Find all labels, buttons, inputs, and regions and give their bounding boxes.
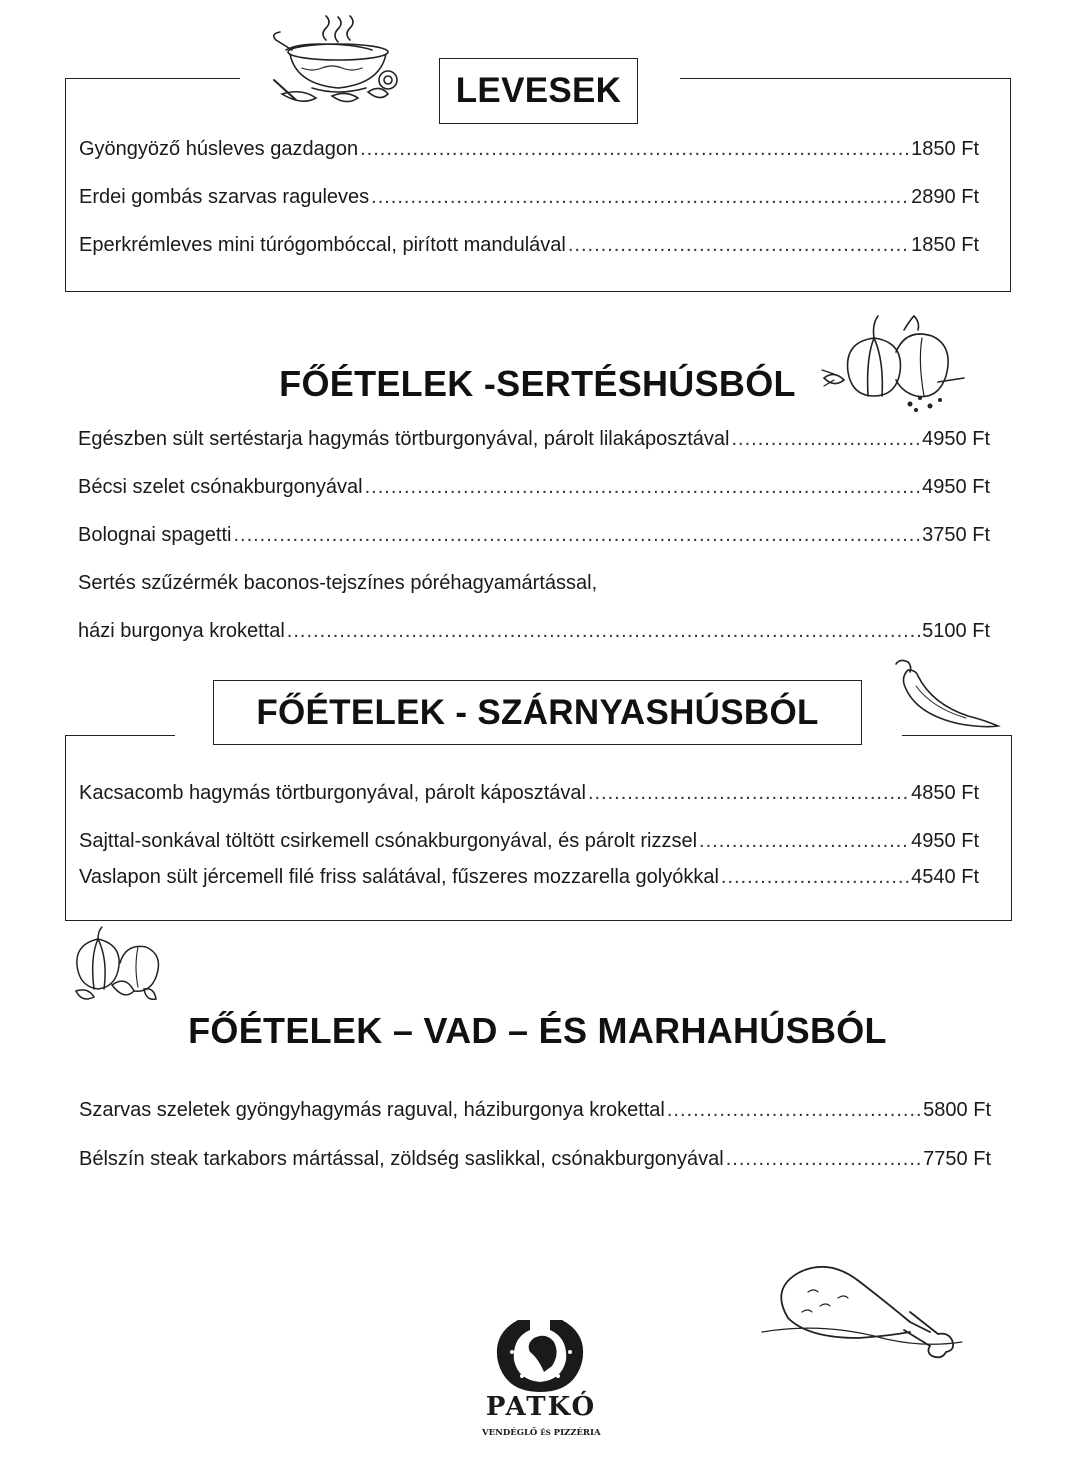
item-name: Erdei gombás szarvas raguleves [79,186,370,208]
menu-item [79,234,979,257]
soup-pot-icon [272,10,407,112]
item-price: 3750 Ft [922,524,990,546]
garlic-icon [818,312,973,414]
item-price: 7750 Ft [923,1148,991,1170]
garlic-bulbs-icon [68,925,164,1009]
leader-dots [568,234,909,257]
leader-dots [721,866,909,889]
item-name: Vaslapon sült jércemell filé friss salátával, fűszeres mozzarella golyókkal [79,866,719,888]
game-beef-title: FŐÉTELEK – VAD – ÉS MARHAHÚSBÓL [188,1010,887,1051]
item-price: 1850 Ft [911,138,979,160]
pork-title: FŐÉTELEK -SERTÉSHÚSBÓL [279,363,796,404]
menu-item [79,830,979,853]
item-price: 4950 Ft [911,830,979,852]
logo-subtitle-mid: ÉS [540,1428,551,1437]
leader-dots [371,186,909,209]
leader-dots [360,138,909,161]
leader-dots [726,1148,921,1171]
horseshoe-horse-logo-icon [482,1316,600,1392]
item-price: 4540 Ft [911,866,979,888]
logo-subtitle-right: PIZZÉRIA [553,1428,601,1438]
menu-item [78,428,990,451]
menu-item [79,1099,991,1122]
item-name: Kacsacomb hagymás törtburgonyával, párolt káposztával [79,782,586,804]
item-name-line1: Sertés szűzérmék baconos-tejszínes póréhagyamártással, [78,572,598,594]
menu-item [78,620,990,643]
item-price: 2890 Ft [911,186,979,208]
item-price: 4850 Ft [911,782,979,804]
item-name: Egészben sült sertéstarja hagymás törtburgonyával, párolt lilakáposztával [78,428,730,450]
item-price: 5100 Ft [922,620,990,642]
item-name: Gyöngyöző húsleves gazdagon [79,138,359,160]
menu-item [78,476,990,499]
item-name: Szarvas szeletek gyöngyhagymás raguval, háziburgonya krokettal [79,1099,665,1121]
leader-dots [588,782,909,805]
menu-item [79,138,979,161]
item-name: Bolognai spagetti [78,524,232,546]
leader-dots [731,428,920,451]
poultry-title: FŐÉTELEK - SZÁRNYASHÚSBÓL [213,680,862,745]
soups-title: LEVESEK [439,58,638,124]
menu-item [79,782,979,805]
restaurant-logo [482,1316,600,1446]
menu-item [79,186,979,209]
menu-item [79,1148,991,1171]
chicken-leg-icon [758,1262,970,1378]
leader-dots [287,620,920,643]
logo-subtitle-left: VENDÉGLŐ [482,1428,538,1438]
leader-dots [233,524,920,547]
logo-name: PATKÓ [485,1392,597,1422]
chili-pepper-icon [890,656,1002,734]
poultry-frame [65,735,1012,921]
item-price: 1850 Ft [911,234,979,256]
menu-item [79,866,979,889]
item-name: Sajttal-sonkával töltött csirkemell csónakburgonyával, és párolt rizzsel [79,830,698,852]
item-name: Bécsi szelet csónakburgonyával [78,476,363,498]
item-name: házi burgonya krokettal [78,620,285,642]
item-name: Eperkrémleves mini túrógombóccal, pirított mandulával [79,234,566,256]
leader-dots [365,476,921,499]
item-price: 4950 Ft [922,428,990,450]
item-price: 5800 Ft [923,1099,991,1121]
leader-dots [667,1099,921,1122]
item-price: 4950 Ft [922,476,990,498]
leader-dots [699,830,909,853]
item-name: Bélszín steak tarkabors mártással, zöldség saslikkal, csónakburgonyával [79,1148,724,1170]
logo-subtitle [482,1428,600,1438]
menu-item [78,524,990,547]
